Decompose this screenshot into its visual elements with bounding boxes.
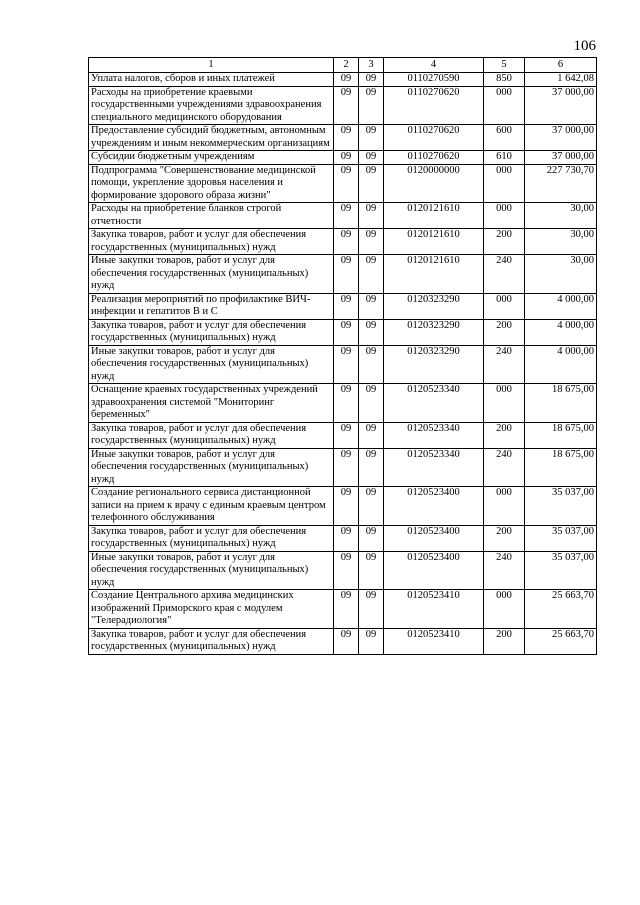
table-row — [89, 319, 597, 345]
row-name: Оснащение краевых государственных учреждений здравоохранения системой "Мониторинг беременных" — [89, 384, 334, 423]
row-target-code: 0120323290 — [384, 319, 484, 345]
col-header-section: 2 — [334, 58, 359, 73]
row-name: Закупка товаров, работ и услуг для обеспечения государственных (муниципальных) нужд — [89, 422, 334, 448]
row-subsection: 09 — [359, 164, 384, 203]
row-target-code: 0120523400 — [384, 525, 484, 551]
row-name: Расходы на приобретение бланков строгой отчетности — [89, 203, 334, 229]
row-amount: 37 000,00 — [525, 125, 597, 151]
row-name: Закупка товаров, работ и услуг для обеспечения государственных (муниципальных) нужд — [89, 628, 334, 654]
row-expense-type: 000 — [484, 203, 525, 229]
row-subsection: 09 — [359, 448, 384, 487]
row-target-code: 0120523340 — [384, 422, 484, 448]
row-name: Иные закупки товаров, работ и услуг для обеспечения государственных (муниципальных) нужд — [89, 448, 334, 487]
row-subsection: 09 — [359, 293, 384, 319]
row-target-code: 0120121610 — [384, 203, 484, 229]
row-amount: 1 642,08 — [525, 73, 597, 87]
row-target-code: 0110270620 — [384, 86, 484, 125]
row-expense-type: 200 — [484, 422, 525, 448]
row-subsection: 09 — [359, 151, 384, 165]
row-name: Предоставление субсидий бюджетным, автономным учреждениям и иным некоммерческим организациям — [89, 125, 334, 151]
row-expense-type: 240 — [484, 551, 525, 590]
table-row — [89, 422, 597, 448]
row-target-code: 0120523340 — [384, 384, 484, 423]
row-section: 09 — [334, 86, 359, 125]
col-header-subsection: 3 — [359, 58, 384, 73]
row-expense-type: 200 — [484, 525, 525, 551]
col-header-name: 1 — [89, 58, 334, 73]
row-subsection: 09 — [359, 487, 384, 526]
row-section: 09 — [334, 164, 359, 203]
row-name: Закупка товаров, работ и услуг для обеспечения государственных (муниципальных) нужд — [89, 525, 334, 551]
row-section: 09 — [334, 73, 359, 87]
row-name: Субсидии бюджетным учреждениям — [89, 151, 334, 165]
row-subsection: 09 — [359, 628, 384, 654]
row-subsection: 09 — [359, 73, 384, 87]
row-subsection: 09 — [359, 86, 384, 125]
row-amount: 30,00 — [525, 203, 597, 229]
row-amount: 25 663,70 — [525, 628, 597, 654]
table-row — [89, 525, 597, 551]
row-subsection: 09 — [359, 125, 384, 151]
row-subsection: 09 — [359, 345, 384, 384]
row-amount: 37 000,00 — [525, 86, 597, 125]
row-expense-type: 600 — [484, 125, 525, 151]
row-amount: 35 037,00 — [525, 551, 597, 590]
row-section: 09 — [334, 448, 359, 487]
row-section: 09 — [334, 319, 359, 345]
row-section: 09 — [334, 293, 359, 319]
row-expense-type: 200 — [484, 319, 525, 345]
row-section: 09 — [334, 525, 359, 551]
row-amount: 4 000,00 — [525, 293, 597, 319]
row-amount: 30,00 — [525, 229, 597, 255]
row-subsection: 09 — [359, 229, 384, 255]
table-row — [89, 551, 597, 590]
row-section: 09 — [334, 229, 359, 255]
row-section: 09 — [334, 345, 359, 384]
row-target-code: 0120323290 — [384, 345, 484, 384]
row-subsection: 09 — [359, 590, 384, 629]
row-subsection: 09 — [359, 525, 384, 551]
row-name: Закупка товаров, работ и услуг для обеспечения государственных (муниципальных) нужд — [89, 229, 334, 255]
row-subsection: 09 — [359, 422, 384, 448]
col-header-amount: 6 — [525, 58, 597, 73]
row-subsection: 09 — [359, 203, 384, 229]
row-expense-type: 000 — [484, 590, 525, 629]
row-expense-type: 240 — [484, 345, 525, 384]
row-subsection: 09 — [359, 255, 384, 294]
row-target-code: 0120121610 — [384, 255, 484, 294]
row-section: 09 — [334, 255, 359, 294]
table-row — [89, 73, 597, 87]
row-expense-type: 240 — [484, 255, 525, 294]
row-target-code: 0120523410 — [384, 590, 484, 629]
row-target-code: 0120523410 — [384, 628, 484, 654]
row-section: 09 — [334, 628, 359, 654]
row-section: 09 — [334, 590, 359, 629]
row-amount: 35 037,00 — [525, 487, 597, 526]
row-expense-type: 610 — [484, 151, 525, 165]
col-header-target: 4 — [384, 58, 484, 73]
table-row — [89, 590, 597, 629]
row-name: Расходы на приобретение краевыми государственными учреждениями здравоохранения специального медицинского оборудования — [89, 86, 334, 125]
row-expense-type: 000 — [484, 487, 525, 526]
row-target-code: 0120000000 — [384, 164, 484, 203]
row-expense-type: 000 — [484, 164, 525, 203]
row-expense-type: 000 — [484, 384, 525, 423]
row-name: Создание Центрального архива медицинских изображений Приморского края с модулем "Телерадиология" — [89, 590, 334, 629]
row-amount: 30,00 — [525, 255, 597, 294]
row-target-code: 0110270620 — [384, 125, 484, 151]
table-row — [89, 203, 597, 229]
row-name: Уплата налогов, сборов и иных платежей — [89, 73, 334, 87]
row-target-code: 0120523340 — [384, 448, 484, 487]
row-name: Закупка товаров, работ и услуг для обеспечения государственных (муниципальных) нужд — [89, 319, 334, 345]
row-target-code: 0110270590 — [384, 73, 484, 87]
table-row — [89, 151, 597, 165]
row-expense-type: 200 — [484, 628, 525, 654]
row-expense-type: 850 — [484, 73, 525, 87]
table-row — [89, 293, 597, 319]
row-name: Создание регионального сервиса дистанционной записи на прием к врачу с единым краевым центром телефонного обслуживания — [89, 487, 334, 526]
row-amount: 25 663,70 — [525, 590, 597, 629]
page-number: 106 — [573, 38, 596, 54]
row-amount: 227 730,70 — [525, 164, 597, 203]
table-row — [89, 86, 597, 125]
table-row — [89, 164, 597, 203]
row-section: 09 — [334, 487, 359, 526]
row-section: 09 — [334, 151, 359, 165]
row-subsection: 09 — [359, 384, 384, 423]
row-amount: 4 000,00 — [525, 319, 597, 345]
row-amount: 37 000,00 — [525, 151, 597, 165]
table-row — [89, 255, 597, 294]
table-row — [89, 125, 597, 151]
row-section: 09 — [334, 203, 359, 229]
table-row — [89, 487, 597, 526]
row-amount: 18 675,00 — [525, 448, 597, 487]
row-target-code: 0120121610 — [384, 229, 484, 255]
row-section: 09 — [334, 384, 359, 423]
row-amount: 4 000,00 — [525, 345, 597, 384]
row-expense-type: 000 — [484, 86, 525, 125]
table-row — [89, 384, 597, 423]
row-amount: 18 675,00 — [525, 422, 597, 448]
row-amount: 18 675,00 — [525, 384, 597, 423]
budget-table — [88, 57, 597, 655]
table-row — [89, 345, 597, 384]
table-row — [89, 229, 597, 255]
header-row — [89, 58, 597, 73]
row-expense-type: 200 — [484, 229, 525, 255]
row-subsection: 09 — [359, 551, 384, 590]
row-name: Иные закупки товаров, работ и услуг для обеспечения государственных (муниципальных) нужд — [89, 345, 334, 384]
row-section: 09 — [334, 422, 359, 448]
row-expense-type: 240 — [484, 448, 525, 487]
row-target-code: 0120523400 — [384, 487, 484, 526]
row-section: 09 — [334, 551, 359, 590]
row-name: Реализация мероприятий по профилактике ВИЧ-инфекции и гепатитов В и С — [89, 293, 334, 319]
row-expense-type: 000 — [484, 293, 525, 319]
row-name: Иные закупки товаров, работ и услуг для обеспечения государственных (муниципальных) нужд — [89, 255, 334, 294]
row-subsection: 09 — [359, 319, 384, 345]
table-row — [89, 628, 597, 654]
row-name: Иные закупки товаров, работ и услуг для обеспечения государственных (муниципальных) нужд — [89, 551, 334, 590]
col-header-expense: 5 — [484, 58, 525, 73]
row-name: Подпрограмма "Совершенствование медицинской помощи, укрепление здоровья населения и формирование здорового образа жизни" — [89, 164, 334, 203]
row-section: 09 — [334, 125, 359, 151]
row-target-code: 0120323290 — [384, 293, 484, 319]
table-row — [89, 448, 597, 487]
row-target-code: 0120523400 — [384, 551, 484, 590]
row-amount: 35 037,00 — [525, 525, 597, 551]
row-target-code: 0110270620 — [384, 151, 484, 165]
